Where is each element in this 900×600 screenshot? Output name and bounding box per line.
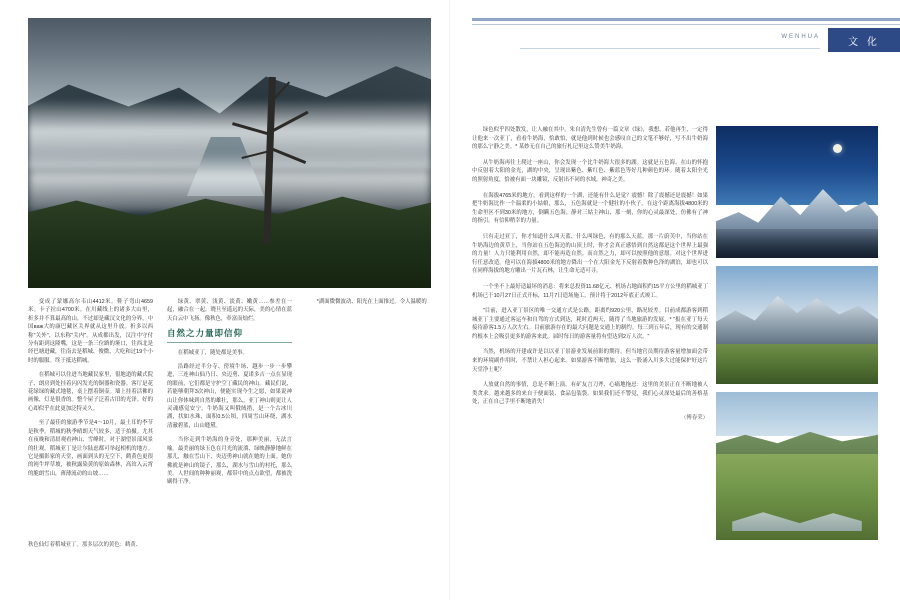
section-latin-label: WENHUA <box>781 34 820 40</box>
section-tag <box>828 28 900 52</box>
right-page <box>450 0 900 600</box>
paragraph: 变成了蒙娜高尔韦山4412米。鞋子弯山4659米。卡子拉山4700米。在川藏线上的诸多大山里，折多并不算最高的山。不过却是藏汉文化的分界，中国важ大的康巴藏区关界就从这里升放。折多以西称"关外"，以东称"关内"。从成都出发，汉注中守付分有距到这隆嘴，这是一条三位路的垭口，往西北是经巴塘进藏，往南去是稻城、俊微、大吃和过19个小时的服服。终于抵达稻城。 <box>28 299 153 364</box>
paragraph: 绿黄、翠黄、浅黄、淡黄、嫩黄……参差在一起，融合在一起。晓旦至遥远的天际，美的心情在蓝天白云中飞扬。像秋色，牵富而灿烂。 <box>167 299 292 322</box>
header-rule-thick <box>472 18 900 21</box>
left-column-3 <box>306 298 432 312</box>
paragraph: 当然，机场的开建或许是以以亚丁景游业发展前影的期待。但当地官员期待游客量增加面会带来的环境副作用时，不禁让人担心起来。如果游客不断增加，这么一股涌入川多大过能保护好这片天堂净土呢？ <box>472 349 708 373</box>
photo-green-field <box>716 344 878 384</box>
photo-foreground-shadow <box>716 229 878 258</box>
paragraph: 人放就自然的事情，总是不断上演。有矿友言刀斧、心痛地拖忌：这里的美景正在不断地被人类贪求。越来越多的来自于便面装、食品包装袋。如果我们还不警觉，我们心灵深处最后的善格基处，正在自己手里不断地消失！ <box>472 382 708 406</box>
snow-mountain-meadow-photo <box>716 266 878 384</box>
tree-branch <box>268 146 306 164</box>
photo-caption: 秋色仙灯着稻城亚丁。那多层次的黄色：鹤黄、 <box>28 542 142 548</box>
tree-branch <box>232 122 271 136</box>
left-column-1 <box>28 298 153 484</box>
photo-dead-tree <box>212 77 342 244</box>
header-underline <box>520 48 820 49</box>
fiord-mountain-forest-photo <box>28 18 431 288</box>
section-heading: 自然之力量即信仰 <box>167 328 244 339</box>
paragraph: 只有走过亚丁，你才知道什么叫天蓝、什么叫绿色，有的那么天蓝，那一片蔚芙中，当你站在牛奶海边的黄草上，当你站在五色海边的山顶上时，你才会真正感悟到自然这都是这个世界上最强的力量！人力只能利用自然，却不能再造自然。而自然之力，却可以按照他的意愿。对这个世界进行任意改造。他可以在海拔4800米的地方降出一个在大阳金光下反射着数种色泽的湖泊，却也可以在同样海拔的地方雕出一片瓦石林，让生命无适可寻。 <box>472 233 708 275</box>
paragraph: 在稻城亚丁，随处都是美事。 <box>177 349 248 356</box>
paragraph: 从牛奶海再往上爬过一座山，你会发现一个比牛奶海大很多的湖。这就是五色海。在山的怀抱中反射着大阳的金光，湖的中央，呈现出紫色、紫红色、紫蓝色等好几种颜色的环。随着太阳全光的照射角度，恰被有面一块雕镜，反射出不同的水域，神奇之美。 <box>472 159 708 183</box>
left-text-columns <box>28 298 432 548</box>
paragraph: *湖面微微波动、阳光在上面推过。令人温暖的 <box>316 299 427 305</box>
paragraph: 在海拔4765米的地方，看到这样的一个湖，还能有什么是觉？震憾！除了震撼还是震撼！如果把牛奶海比作一个温柔的小姑娘，那么，五色海就是一个健壮的小伙子。在这个距离海拔4800米的生命里区不到30米的地方，倒瞒五色海。静对三姑主神山、那一刻，你的心灵最深处，仿佛有了神的指引。有信仰稍幸的力量。 <box>472 192 708 225</box>
header-rule-thin <box>472 24 900 25</box>
paragraph: 绿色似乎四处散发，让人融在其中。朱自清先生曾有一篇文章《绿》，我想，若他再生，一定得让他来一次亚丁，看看牛奶海，恰敢怕，就是他到时候也会感叹自己的文笔不够好，写不出牛奶海的那么宁静之美。* 某妙无在自己的旅行札记里这么赞美牛奶海。 <box>472 127 708 151</box>
photo-night-sky <box>716 126 878 205</box>
paragraph: 在稻城可以住进当地藏民家里，很地道的藏式院子、朗房到处挂着闪闪发光的铜器和瓷器。客厅是花花绿绿的藏式地毯，桌上摆着铜壶。墙上挂着活佛的画像，灯是很香的。整个屋子泛着古旧的光泽。好的心却似乎在此更加泛特灵久。 <box>28 372 153 412</box>
author-signature: （傅春荣） <box>681 415 708 422</box>
photo-sky <box>716 392 878 436</box>
paragraph: 沿路经过半分寺、傍境牛场、越步一步一步攀进，三连神山仙乃日、央迈勇、夏诺多吉一点在显现的眼前，它们都是守护空丁藏民的神山。藏民们说，若能够朝拜3次神山，便能实现今生之愿，如果说神山让你体味到自然的雄壮，那么，亚丁神山则更让人灵魂感觉安宁。牛奶海又叫俄绒措，是一个古冰川湖，状如水珠，面积0.5公顷，四周雪山环绕，湖水清澈碧蓝，山山缝黛。 <box>167 364 292 429</box>
night-snow-peak-photo <box>716 126 878 258</box>
paragraph: "目前，进入亚丁景区的唯一交通方式是公路，距离约920公里，路况较差。目前成都游客到稻城亚丁主要通过客运车和自驾的方式到达，耗时近两天，随得了当地旅游的发展。* "报在亚丁每天接待游客1.5万人次左右。目前旅游存在的最大问题是交通上的制约。每三到五年后，现有的交通制约根本上会吸引更多的游客来此。届时每日的游客量将有望达到2万人次。" <box>472 308 708 340</box>
paragraph: 至了最佳的旅游季节是4～10月，最土耳的李节是秋季。稻城的秋季晴朗天气较多，适于拍摄。尤其在夜晚和清晨观看神山、雪峰时，对于湖望景部风景的壮观。稻城亚丁是让尔陆虑都可举起相机的地方。它是摄影家的天堂，画面到头的无空下，鹤黄色更很的钝牛坪草坡，被秋露染黄的原始森林，高耸入云霄的脆朗雪山，薄薄流动的山坡…… <box>28 420 153 477</box>
paragraph: 当你走到牛奶海的身旁处，那种美丽，无法言喻。最美丽的绿玉色在月光的流淌、绿映静静地鲜在那儿，触在雪山下、央迈勇神山就在她的上面。她仿佛就是神山的镜子，那么，湖水与雪山的衬托，那么美。人世间的种种丽观，都带中的点点欲望，都被洗刷得干净。 <box>167 437 292 486</box>
left-column-2 <box>167 298 292 493</box>
right-text-column <box>472 126 708 430</box>
paragraph: 一个坐不上最好适最坏的消息：将来总投资11.68亿元、机场占地面积约15平方公里的稻城亚丁机场已于10月27日正式开标，11月7日造场施工。预计将于2012年底正式竣工。 <box>472 283 708 299</box>
section-tag-label: 文 化 <box>848 37 880 48</box>
section-heading-rule <box>167 342 292 343</box>
section-header <box>450 18 900 62</box>
alpine-grassland-river-photo <box>716 392 878 540</box>
